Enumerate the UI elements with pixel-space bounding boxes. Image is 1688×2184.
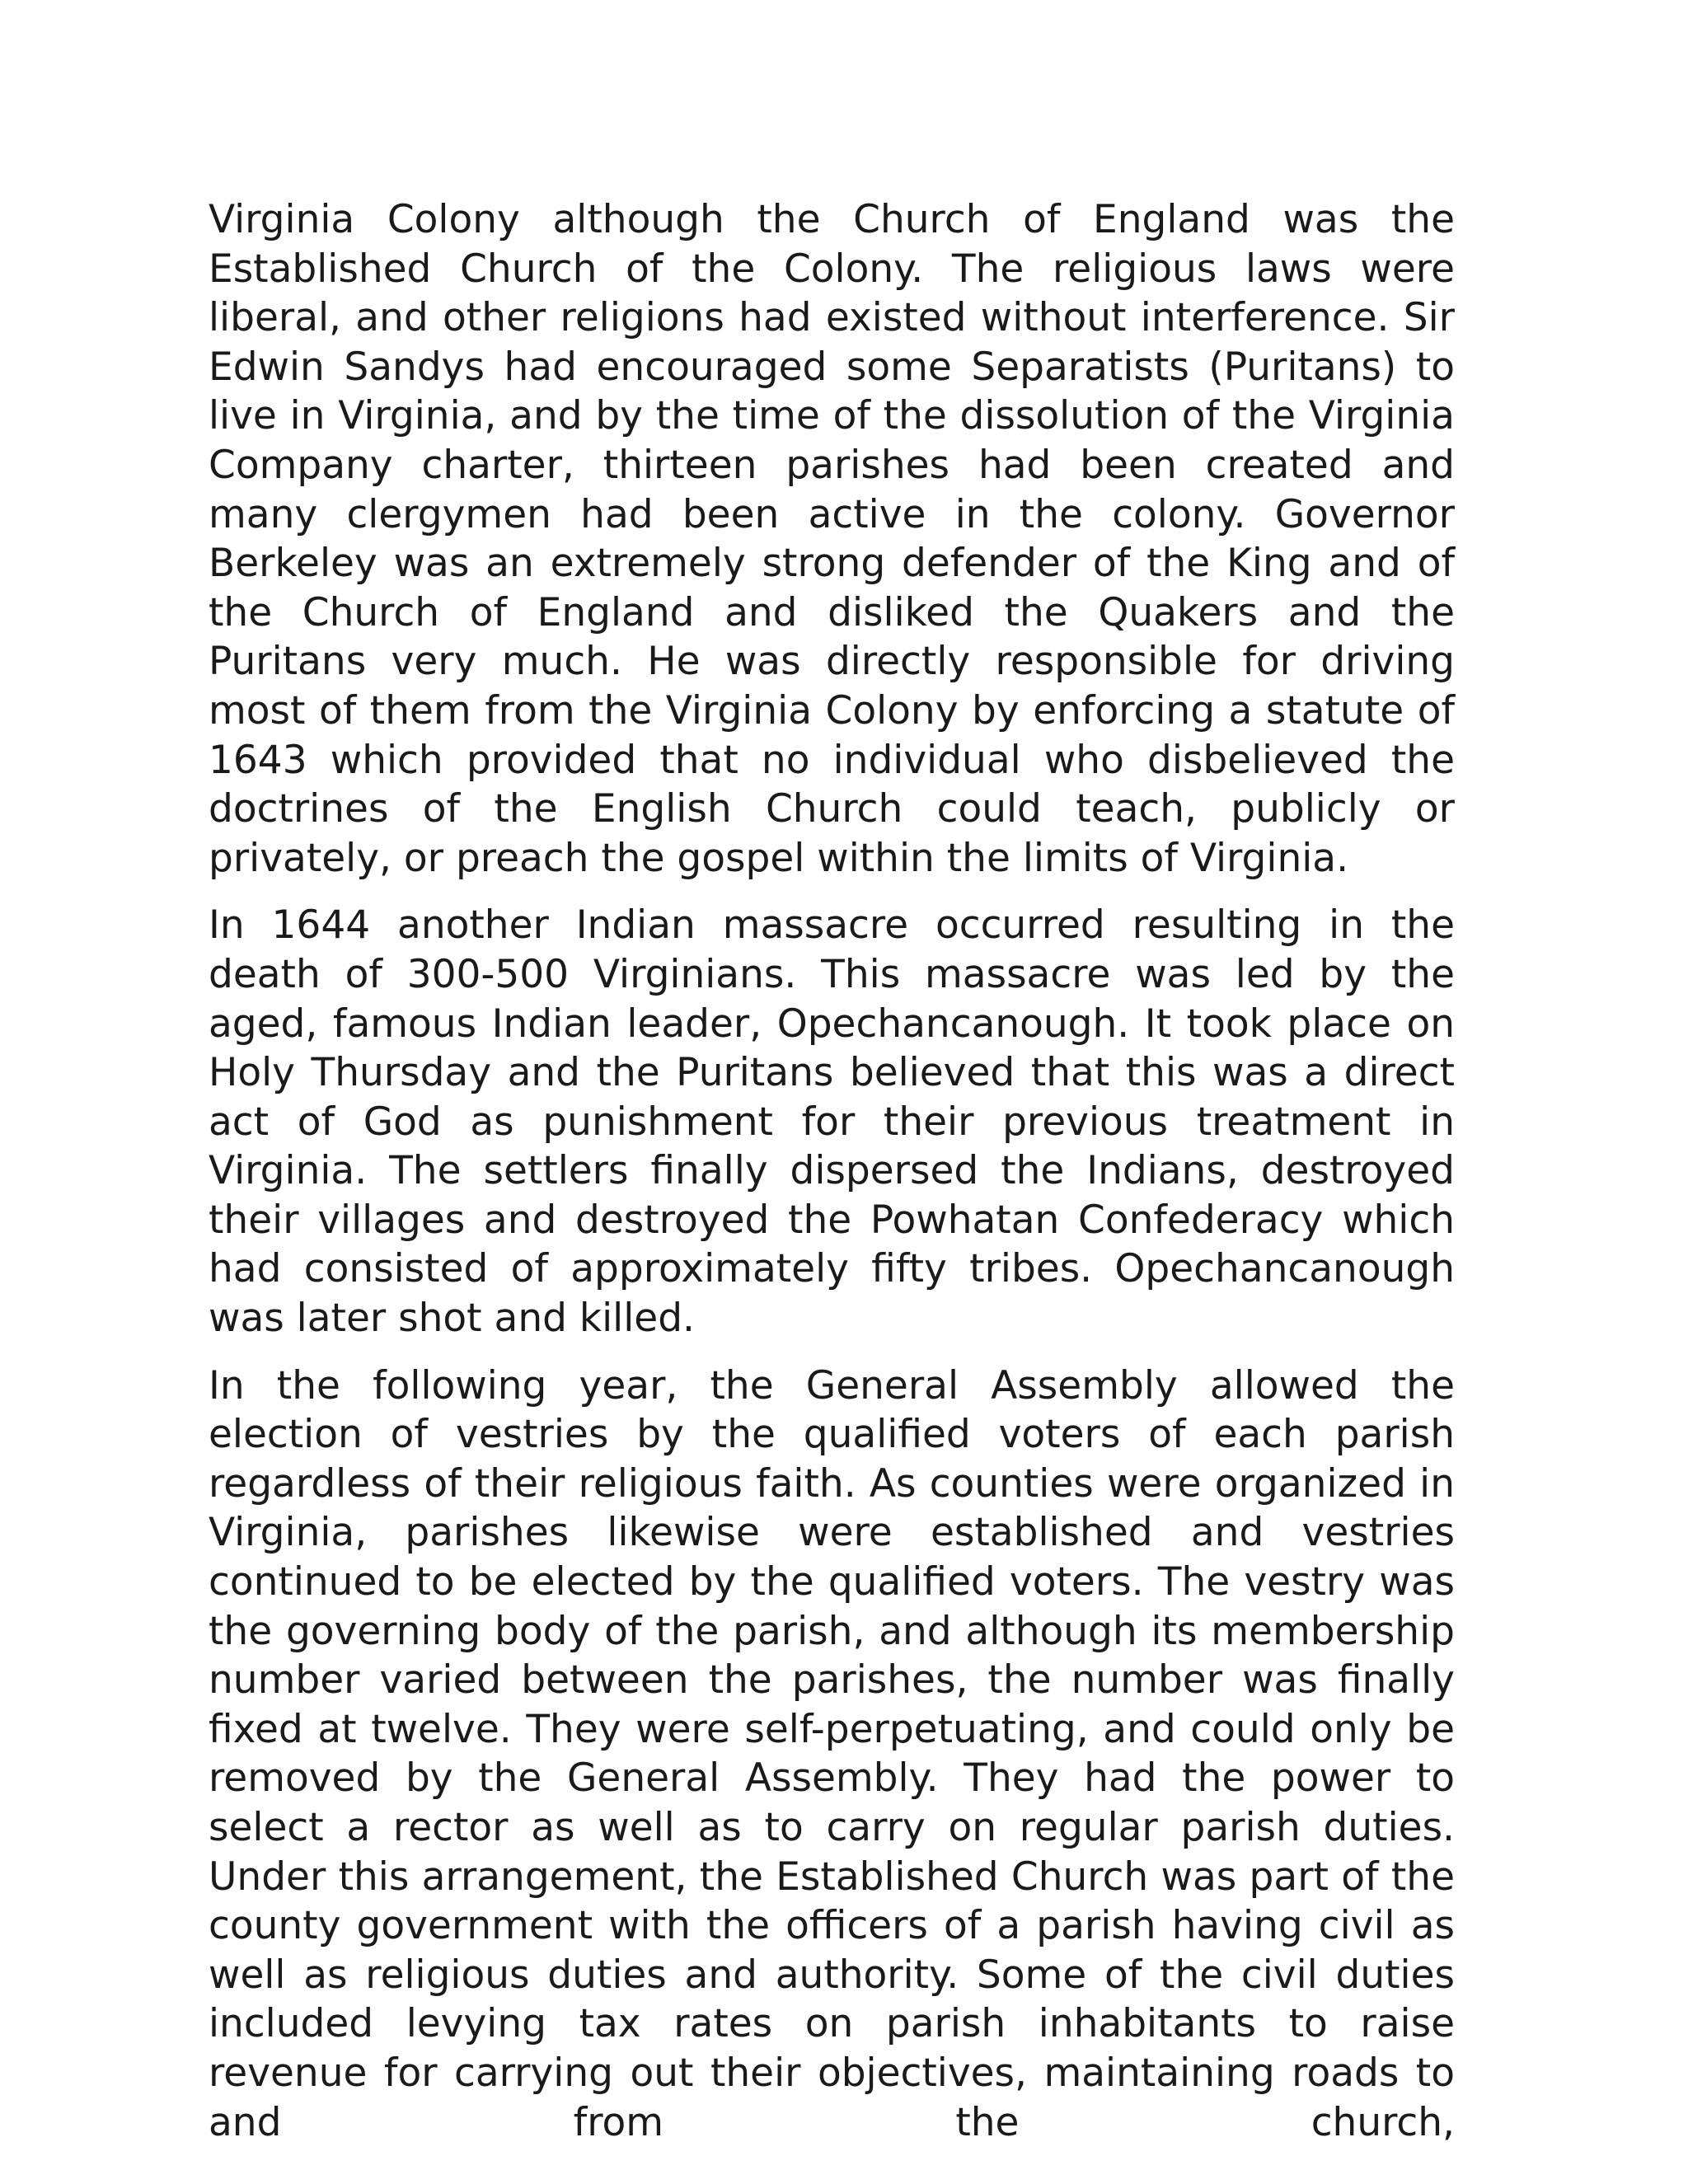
paragraph-religious-laws: Virginia Colony although the Church of England was the Established Church of the Colony. The religious laws were liberal, and other religions had existed without interference. Sir Edwin Sandys had encouraged some Separatists (Puritans) to live in Virginia, and by the time of the dissolution of the Virginia Company charter, thirteen parishes had been created and many clergymen had been active in the colony. Governor Berkeley was an extremely strong defender of the King and of the Church of England and disliked the Quakers and the Puritans very much. He was directly responsible for driving most of them from the Virginia Colony by enforcing a statute of 1643 which provided that no individual who disbelieved the doctrines of the English Church could teach, publicly or privately, or preach the gospel within the limits of Virginia. bbox=[209, 197, 1455, 881]
paragraph-indian-massacre: In 1644 another Indian massacre occurred resulting in the death of 300-500 Virginians. This massacre was led by the aged, famous Indian leader, Opechancanough. It took place on Holy Thursday and the Puritans believed that this was a direct act of God as punishment for their previous treatment in Virginia. The settlers finally dispersed the Indians, destroyed their villages and destroyed the Powhatan Confederacy which had consisted of approximately fifty tribes. Opechancanough was later shot and killed. bbox=[209, 902, 1455, 1342]
paragraph-vestries: In the following year, the General Assembly allowed the election of vestries by the qualified voters of each parish regardless of their religious faith. As counties were organized in Virginia, parishes likewise were established and vestries continued to be elected by the qualified voters. The vestry was the governing body of the parish, and although its membership number varied between the parishes, the number was finally fixed at twelve. They were self-perpetuating, and could only be removed by the General Assembly. They had the power to select a rector as well as to carry on regular parish duties. Under this arrangement, the Established Church was part of the county government with the officers of a parish having civil as well as religious duties and authority. Some of the civil duties included levying tax rates on parish inhabitants to raise revenue for carrying out their objectives, maintaining roads to and from the church, bbox=[209, 1362, 1455, 2145]
document-page bbox=[209, 195, 1455, 2165]
